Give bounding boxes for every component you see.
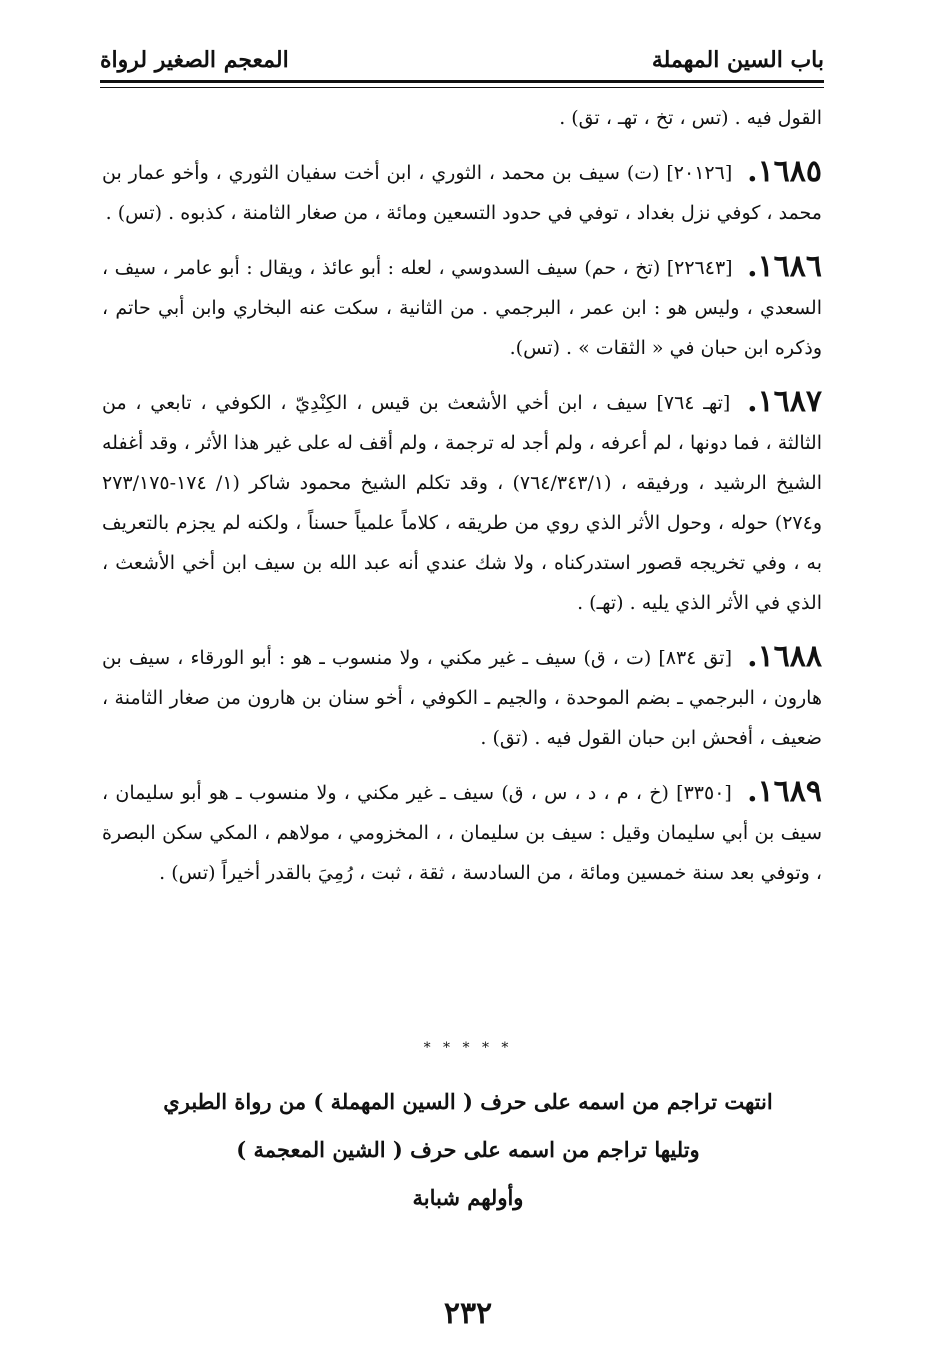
- section-separator: * * * * *: [423, 1040, 513, 1056]
- entry-number: ١٦٨٨.: [747, 639, 823, 674]
- entry-1689: [102, 772, 822, 893]
- entry-1685: [102, 152, 822, 233]
- main-text: [102, 98, 822, 907]
- page-number: ٢٣٢: [443, 1296, 493, 1331]
- entry-1688: [102, 637, 822, 758]
- entry-text: [٣٣٥٠] (خ ، م ، د ، س ، ق) سيف ـ غير مكني ، ولا منسوب ـ هو أبو سليمان ، سيف بن أبي سليمان وقيل : سيف بن سليمان ، ، المخزومي ، مولاهم ، المكي سكن البصرة ، وتوفي بعد سنة خمسين ومائة ، من السادسة ، ثقة ، ثبت ، رُمِيَ بالقدر أخيراً (تس) .: [102, 782, 822, 884]
- continuation-paragraph: القول فيه . (تس ، تخ ، تهـ ، تق) .: [559, 107, 822, 129]
- entry-1687: [102, 382, 822, 623]
- entry-number: ١٦٨٧.: [747, 384, 822, 419]
- entry-number: ١٦٨٩.: [747, 774, 822, 809]
- entry-number: ١٦٨٦.: [747, 249, 822, 284]
- closing-line-3: وأولهم شبابة: [412, 1185, 524, 1210]
- header-book-title: المعجم الصغير لرواة: [100, 47, 289, 73]
- running-header: [100, 40, 824, 83]
- chapter-closing-note: [0, 1078, 936, 1222]
- closing-line-2: وتليها تراجم من اسمه على حرف ( الشين المعجمة ): [236, 1137, 700, 1162]
- entry-1686: [102, 247, 822, 368]
- header-chapter-title: باب السين المهملة: [651, 47, 824, 73]
- entry-text: [٢٢٦٤٣] (تخ ، حم) سيف السدوسي ، لعله : أبو عائذ ، ويقال : أبو عامر ، سيف ، السعدي ، وليس هو : ابن عمر ، البرجمي . من الثانية ، سكت عنه البخاري وابن أبي حاتم ، وذكره ابن حبان في « الثقات » . (تس).: [102, 257, 822, 359]
- entry-text: [٢٠١٢٦] (ت) سيف بن محمد ، الثوري ، ابن أخت سفيان الثوري ، وأخو عمار بن محمد ، كوفي نزل بغداد ، توفي في حدود التسعين ومائة ، من صغار الثامنة ، كذبوه . (تس) .: [102, 162, 822, 224]
- closing-line-1: انتهت تراجم من اسمه على حرف ( السين المهملة ) من رواة الطبري: [163, 1089, 773, 1114]
- entry-text: [تق ٨٣٤] (ت ، ق) سيف ـ غير مكني ، ولا منسوب ـ هو : أبو الورقاء ، سيف بن هارون ، البرجمي ـ بضم الموحدة ، والجيم ـ الكوفي ، أخو سنان بن هارون من صغار الثامنة ، ضعيف ، أفحش ابن حبان القول فيه . (تق) .: [102, 647, 822, 749]
- entry-text: [تهـ ٧٦٤] سيف ، ابن أخي الأشعث بن قيس ، الكِنْدِيّ ، الكوفي ، تابعي ، من الثالثة ، فما دونها ، لم أعرفه ، ولم أجد له ترجمة ، ولم أقف له على غير هذا الأثر ، وقد أغفله الشيخ الرشيد ، ورفيقه ، (٧٦٤/٣٤٣/١) ، وقد تكلم الشيخ محمود شاكر (١/ ١٧٤-٢٧٣/١٧٥ و٢٧٤) حوله ، وحول الأثر الذي روي من طريقه ، كلاماً علمياً حسناً ، ولكنه لم يجزم بالتعريف به ، وفي تخريجه قصور استدركناه ، ولا شك عندي أنه عبد الله بن سيف ابن أخي الأشعث ، الذي في الأثر الذي يليه . (تهـ) .: [102, 392, 822, 614]
- entry-number: ١٦٨٥.: [747, 154, 823, 189]
